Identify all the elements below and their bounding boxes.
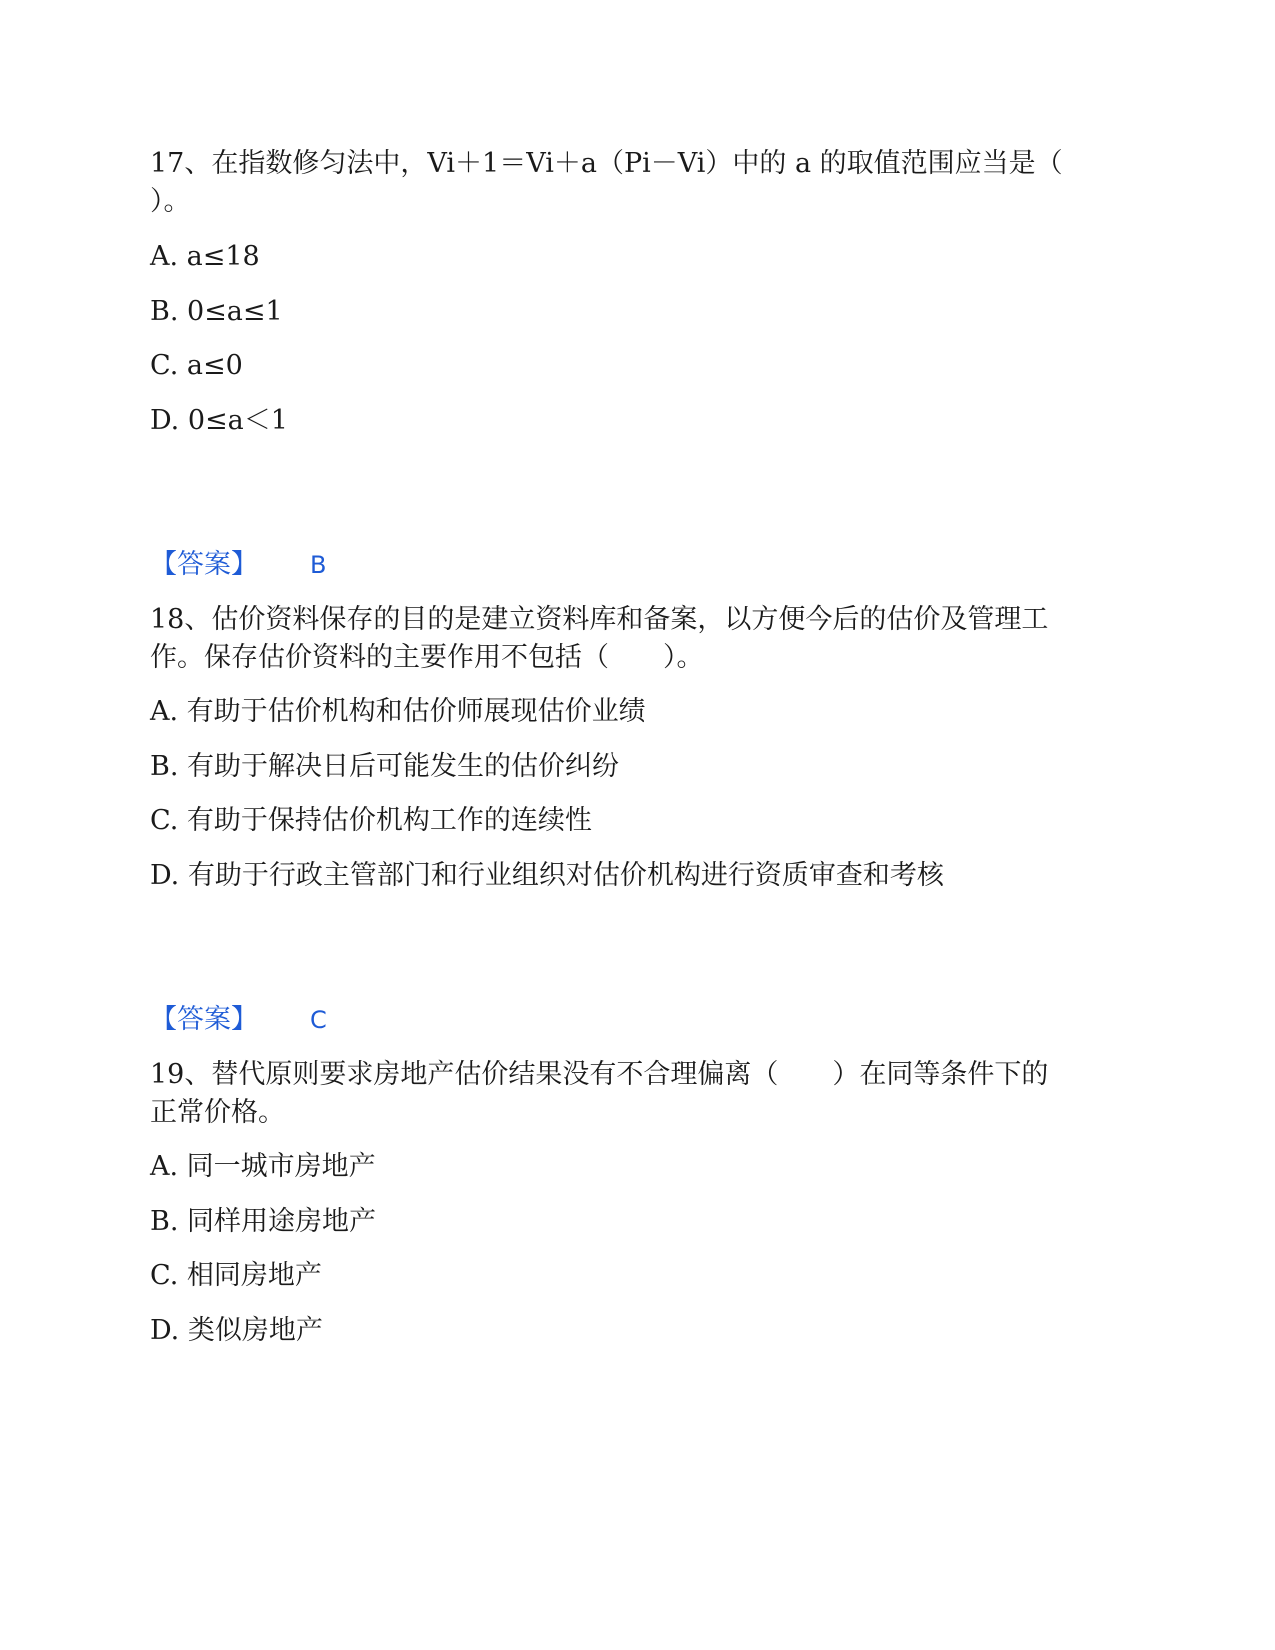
- answer-tag: 【答案】: [150, 549, 258, 580]
- answer-value: B: [310, 551, 327, 579]
- question-18-option-c: C. 有助于保持估价机构工作的连续性: [150, 805, 592, 836]
- question-18-option-a: A. 有助于估价机构和估价师展现估价业绩: [150, 696, 646, 727]
- question-17-stem-line-2: ）。: [150, 186, 191, 217]
- question-19-stem-line-1: 19、替代原则要求房地产估价结果没有不合理偏离（ ）在同等条件下的: [150, 1059, 1049, 1090]
- question-17-option-c: C. a≤0: [150, 350, 243, 381]
- question-19-option-a: A. 同一城市房地产: [150, 1151, 376, 1182]
- question-18-stem-line-1: 18、估价资料保存的目的是建立资料库和备案，以方便今后的估价及管理工: [150, 604, 1049, 635]
- question-18-option-b: B. 有助于解决日后可能发生的估价纠纷: [150, 751, 620, 782]
- question-19-option-c: C. 相同房地产: [150, 1260, 322, 1291]
- question-18-stem-line-2: 作。保存估价资料的主要作用不包括（ ）。: [150, 642, 704, 673]
- question-19-option-b: B. 同样用途房地产: [150, 1206, 377, 1237]
- question-17-option-d: D. 0≤a＜1: [150, 405, 288, 436]
- answer-tag: 【答案】: [150, 1004, 258, 1035]
- answer-value: C: [310, 1006, 327, 1034]
- question-17-answer: [150, 547, 326, 583]
- question-18-option-d: D. 有助于行政主管部门和行业组织对估价机构进行资质审查和考核: [150, 860, 944, 891]
- question-17-option-b: B. 0≤a≤1: [150, 296, 283, 327]
- question-17-option-a: A. a≤18: [150, 241, 260, 272]
- question-19-stem-line-2: 正常价格。: [150, 1097, 285, 1128]
- question-17-stem-line-1: 17、在指数修匀法中，Vi＋1＝Vi＋a（Pi－Vi）中的 a 的取值范围应当是（: [150, 148, 1063, 179]
- question-19-option-d: D. 类似房地产: [150, 1315, 323, 1346]
- question-18-answer: [150, 1002, 327, 1038]
